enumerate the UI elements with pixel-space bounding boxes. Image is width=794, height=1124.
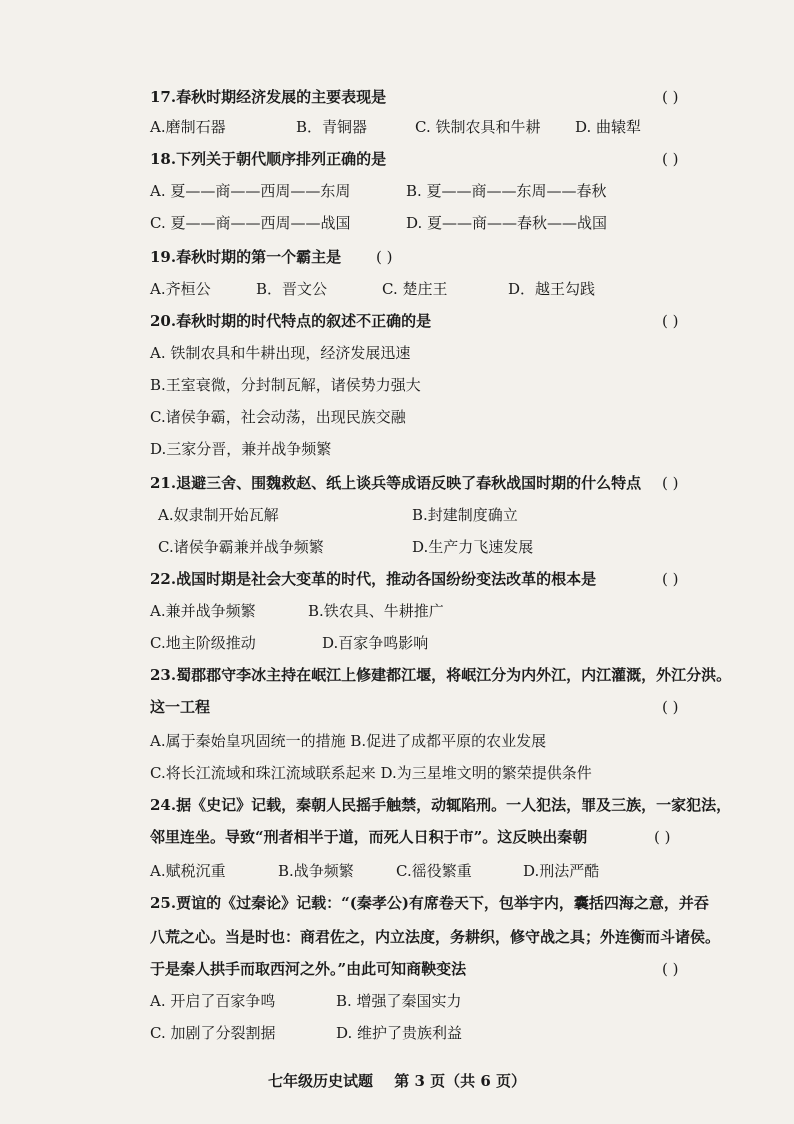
page-number: 第 3 页（共 6 页） [394, 1072, 526, 1090]
answer-paren: ( ) [662, 570, 679, 588]
question-19-stem [150, 244, 754, 270]
question-text: 24.据《史记》记载，秦朝人民摇手触禁，动辄陷刑。一人犯法，罪及三族，一家犯法， [150, 796, 732, 814]
question-23-stem-cont [150, 694, 754, 720]
question-20-option-b [150, 372, 754, 398]
option-b: B.铁农具、牛耕推广 [308, 602, 444, 620]
answer-paren: ( ) [654, 828, 671, 846]
question-25-stem [150, 890, 754, 916]
question-18-options-row1 [150, 178, 754, 204]
option-a: A.齐桓公 [150, 280, 211, 298]
option-c: C. 加剧了分裂割据 [150, 1024, 276, 1042]
option-a: A. 夏——商——西周——东周 [150, 182, 351, 200]
question-18-options-row2 [150, 210, 754, 236]
question-17-stem [150, 84, 754, 110]
answer-paren: ( ) [376, 248, 393, 266]
answer-paren: ( ) [662, 312, 679, 330]
option-b: B. 增强了秦国实力 [336, 992, 462, 1010]
question-text: 18.下列关于朝代顺序排列正确的是 [150, 150, 387, 168]
option-c: C.诸侯争霸，社会动荡，出现民族交融 [150, 408, 406, 426]
option-a: A.兼并战争频繁 [150, 602, 256, 620]
question-22-options-row1 [150, 598, 754, 624]
option-a: A.磨制石器 [150, 118, 226, 136]
answer-paren: ( ) [662, 960, 679, 978]
question-text: 17.春秋时期经济发展的主要表现是 [150, 88, 387, 106]
question-text-cont: 八荒之心。当是时也：商君佐之，内立法度，务耕织，修守战之具；外连衡而斗诸侯。 [150, 928, 721, 946]
option-b: B.王室衰微，分封制瓦解，诸侯势力强大 [150, 376, 421, 394]
option-c: C.徭役繁重 [396, 862, 472, 880]
question-22-stem [150, 566, 754, 592]
option-cd: C.将长江流域和珠江流域联系起来 D.为三星堆文明的繁荣提供条件 [150, 764, 592, 782]
question-24-stem [150, 792, 754, 818]
answer-paren: ( ) [662, 698, 679, 716]
answer-paren: ( ) [662, 150, 679, 168]
option-a: A. 开启了百家争鸣 [150, 992, 276, 1010]
question-25-options-row1 [150, 988, 754, 1014]
option-b: B．晋文公 [256, 280, 328, 298]
question-20-stem [150, 308, 754, 334]
page-footer [0, 1070, 794, 1091]
option-d: D．越王勾践 [508, 280, 596, 298]
question-20-option-d [150, 436, 754, 462]
question-text-cont: 于是秦人拱手而取西河之外。”由此可知商鞅变法 [150, 960, 467, 978]
question-25-options-row2 [150, 1020, 754, 1046]
option-d: D. 曲辕犁 [575, 118, 642, 136]
option-d: D.百家争鸣影响 [322, 634, 429, 652]
option-c: C. 铁制农具和牛耕 [415, 118, 541, 136]
question-text-cont: 邻里连坐。导致“刑者相半于道，而死人日积于市”。这反映出秦朝 [150, 828, 588, 846]
option-d: D. 夏——商——春秋——战国 [406, 214, 608, 232]
option-c: C.地主阶级推动 [150, 634, 256, 652]
question-17-options [150, 114, 754, 140]
option-d: D. 维护了贵族利益 [336, 1024, 463, 1042]
question-25-stem-cont2 [150, 956, 754, 982]
question-21-options-row1 [150, 502, 754, 528]
question-text: 22.战国时期是社会大变革的时代，推动各国纷纷变法改革的根本是 [150, 570, 597, 588]
answer-paren: ( ) [662, 474, 679, 492]
question-22-options-row2 [150, 630, 754, 656]
question-text-cont: 这一工程 [150, 698, 211, 716]
question-24-stem-cont [150, 824, 754, 850]
option-a: A.奴隶制开始瓦解 [158, 506, 279, 524]
option-b: B.封建制度确立 [412, 506, 518, 524]
question-23-stem [150, 662, 754, 688]
question-20-option-c [150, 404, 754, 430]
question-text: 19.春秋时期的第一个霸主是 [150, 248, 342, 266]
question-23-options-row2 [150, 760, 754, 786]
option-a: A. 铁制农具和牛耕出现，经济发展迅速 [150, 344, 411, 362]
question-21-stem [150, 470, 754, 496]
option-c: C.诸侯争霸兼并战争频繁 [158, 538, 324, 556]
option-ab: A.属于秦始皇巩固统一的措施 B.促进了成都平原的农业发展 [150, 732, 547, 750]
answer-paren: ( ) [662, 88, 679, 106]
option-a: A.赋税沉重 [150, 862, 226, 880]
question-text: 23.蜀郡郡守李冰主持在岷江上修建都江堰，将岷江分为内外江，内江灌溉，外江分洪。 [150, 666, 732, 684]
question-text: 21.退避三舍、围魏救赵、纸上谈兵等成语反映了春秋战国时期的什么特点 [150, 474, 642, 492]
question-21-options-row2 [150, 534, 754, 560]
option-c: C. 夏——商——西周——战国 [150, 214, 351, 232]
question-25-stem-cont1 [150, 924, 754, 950]
option-c: C. 楚庄王 [382, 280, 448, 298]
question-18-stem [150, 146, 754, 172]
option-d: D.三家分晋，兼并战争频繁 [150, 440, 332, 458]
question-23-options-row1 [150, 728, 754, 754]
question-24-options [150, 858, 754, 884]
option-d: D.刑法严酷 [523, 862, 600, 880]
question-20-option-a [150, 340, 754, 366]
option-d: D.生产力飞速发展 [412, 538, 534, 556]
question-19-options [150, 276, 754, 302]
exam-title: 七年级历史试题 [267, 1072, 373, 1090]
option-b: B.战争频繁 [278, 862, 354, 880]
option-b: B. 夏——商——东周——春秋 [406, 182, 607, 200]
option-b: B．青铜器 [296, 118, 368, 136]
question-text: 25.贾谊的《过秦论》记载：“(秦孝公)有席卷天下，包举宇内，囊括四海之意，并吞 [150, 894, 709, 912]
question-text: 20.春秋时期的时代特点的叙述不正确的是 [150, 312, 432, 330]
